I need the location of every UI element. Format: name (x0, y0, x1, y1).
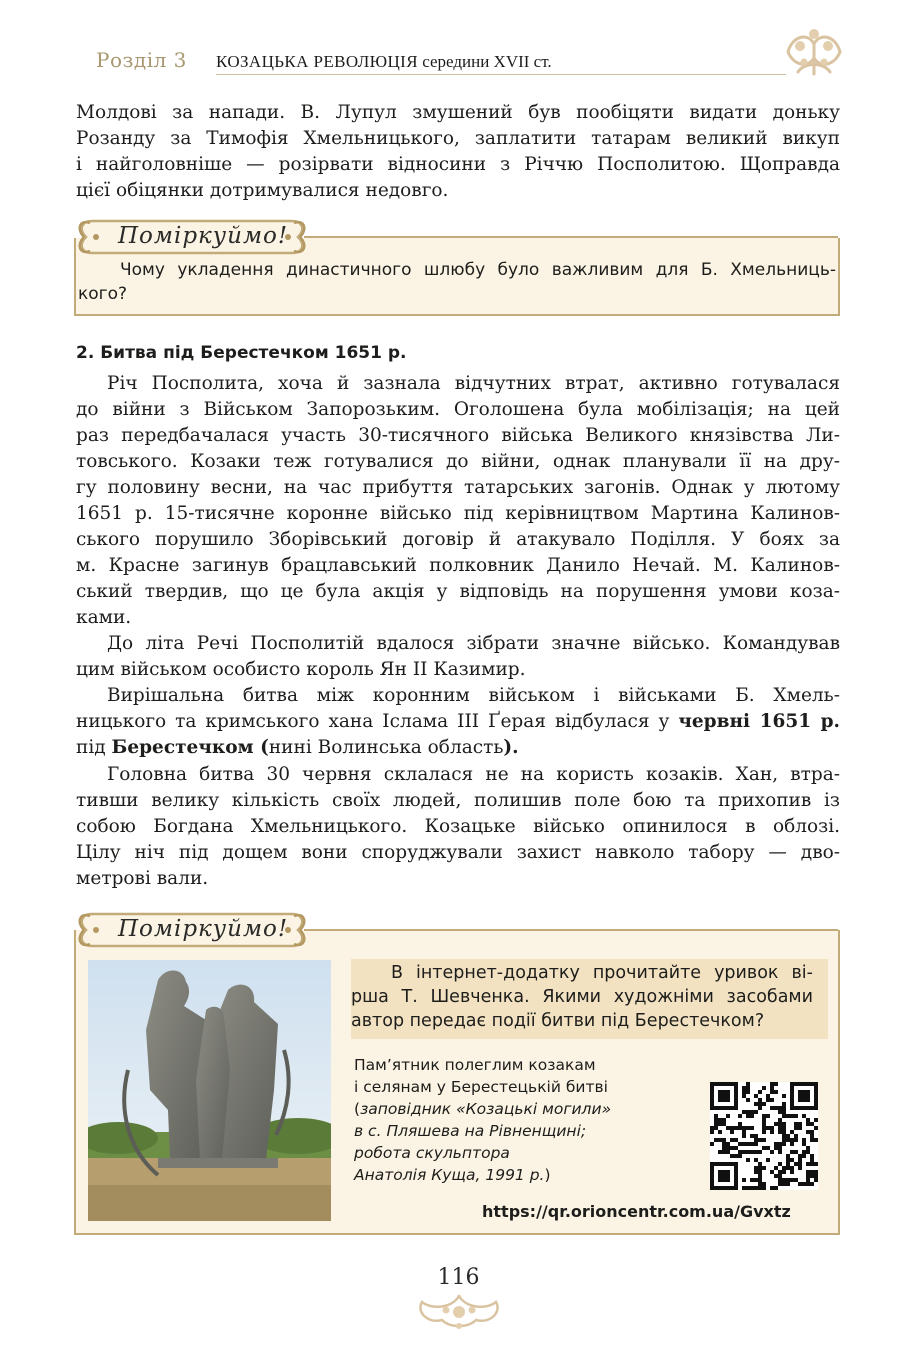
floral-ornament-icon (778, 22, 850, 80)
think-question-2: В інтернет-додатку прочитайте уривок ві- рша Т. Шевченка. Якими художніми засобами автор передає події битви під Берестечком? (351, 959, 828, 1039)
section-label: Розділ 3 (96, 48, 187, 72)
think-label-text: Поміркуймо! (118, 916, 289, 942)
think-label-text: Поміркуймо! (118, 223, 289, 249)
monument-photo (88, 960, 331, 1221)
header-rule (216, 74, 786, 75)
running-header (96, 44, 786, 78)
paragraph-1: Річ Посполита, хоча й зазнала відчутних втрат, активно готувалася до війни з Військом Запорозьким. Оголошена була мобілізація; на цей раз передбачалася участь 30-тисячного війська Великого князівства Ли- товського. Козаки теж готувалися до війни, однак планували її на дру- гу половину весни, на час прибуття татарських загонів. Однак у лютому 1651 р. 15-тисячне коронне військо під керівництвом Мартина Калинов- ського порушило Зборівський договір й атакувало Поділля. У боях за м. Красне загинув брацлавський полковник Данило Нечай. М. Калинов- ський твердив, що це була акція у відповідь на порушення умови коза- ками. (76, 373, 840, 628)
photo-caption: Пам’ятник полеглим козакам і селянам у Берестецькій битві (заповідник «Козацькі могили» в с. Пляшева на Рівненщині; робота скульптора Анатолія Куща, 1991 р.) (354, 1056, 612, 1184)
paragraph-2: До літа Речі Посполитій вдалося зібрати значне військо. Командував цим військом особисто король Ян ІІ Казимир. (76, 633, 840, 680)
qr-code-icon[interactable] (710, 1082, 818, 1190)
chapter-title: КОЗАЦЬКА РЕВОЛЮЦІЯ середини XVII ст. (216, 52, 552, 71)
think-question-1: Чому укладення династичного шлюбу було важливим для Б. Хмельниць- кого? (78, 260, 836, 304)
paragraph-4: Головна битва 30 червня склалася не на користь козаків. Хан, втра- тивши велику кількість своїх людей, полишив поле бою та прихопив із собою Богдана Хмельницького. Козацьке військо опинилося в облозі. Цілу ніч під дощем вони споруджували захист навколо табору — дво- метрові вали. (76, 764, 840, 889)
floral-ornament-icon (412, 1288, 506, 1332)
think-box-2 (74, 930, 840, 1235)
page-number: 116 (437, 1265, 480, 1290)
section-heading: 2. Битва під Берестечком 1651 р. (76, 343, 407, 363)
qr-link[interactable]: https://qr.orioncentr.com.ua/Gvxtz (482, 1202, 791, 1221)
paragraph-intro: Молдові за напади. В. Лупул змушений був пообіцяти видати доньку Розанду за Тимофія Хмельницького, заплатити татарам великий викуп і найголовніше — розірвати відносини з Річчю Посполитою. Щоправда цієї обіцянки дотримувалися недовго. (76, 102, 840, 201)
paragraph-3: Вирішальна битва між коронним військом і військами Б. Хмель- ницького та кримського хана Іслама ІІІ Ґерая відбулася у червні 1651 р. під Берестечком (нині Волинська область). (76, 685, 841, 758)
